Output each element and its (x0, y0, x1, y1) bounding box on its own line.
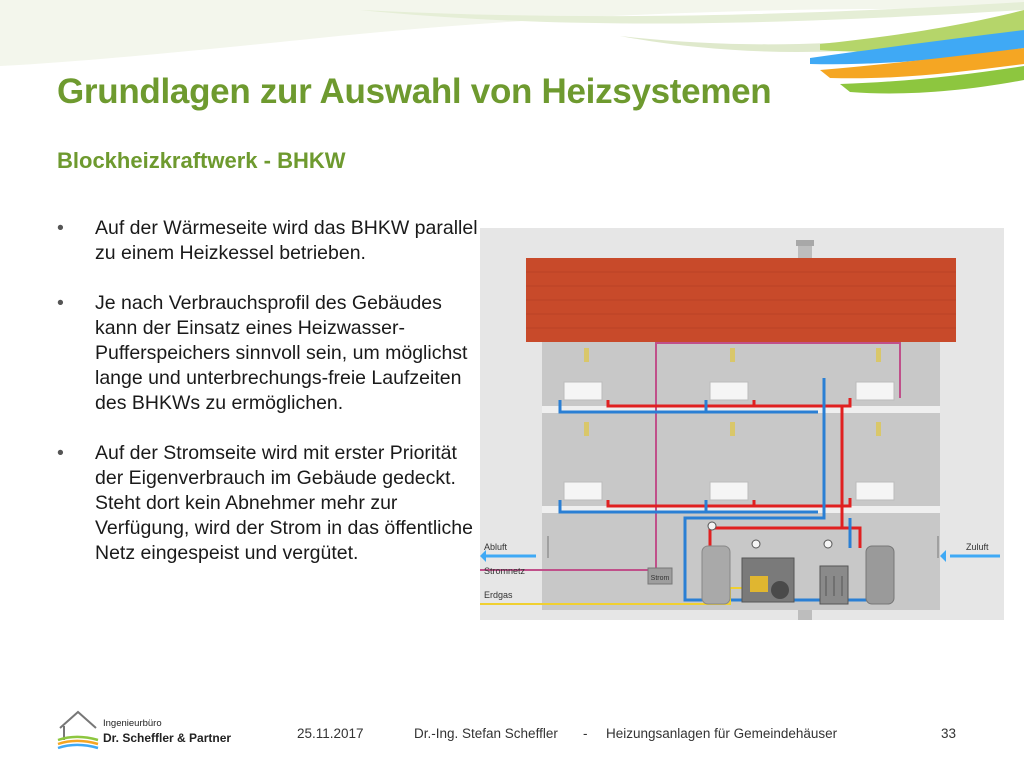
bullet-item (57, 291, 487, 416)
buffer-tank (702, 546, 730, 604)
house-logo-icon (56, 706, 100, 752)
company-line2: Dr. Scheffler & Partner (103, 731, 232, 745)
radiator (856, 382, 894, 400)
radiator (564, 382, 602, 400)
radiator (856, 482, 894, 500)
bullet-text: Auf der Wärmeseite wird das BHKW parallel zu einem Heizkessel betrieben. (95, 217, 478, 264)
bullet-item (57, 441, 487, 566)
bullet-marker: • (57, 292, 64, 314)
bullet-marker: • (57, 217, 64, 239)
zuluft-label: Zuluft (966, 542, 989, 552)
abluft-label: Abluft (484, 542, 508, 552)
footer-separator: - (583, 726, 588, 741)
company-name (103, 718, 231, 746)
radiator (564, 482, 602, 500)
bullet-item (57, 216, 487, 266)
stromnetz-label: Stromnetz (484, 566, 526, 576)
bhkw-diagram (480, 228, 1004, 620)
page-number: 33 (941, 726, 957, 741)
radiator (710, 382, 748, 400)
strom-label: Strom (650, 575, 670, 582)
erdgas-label: Erdgas (484, 590, 513, 600)
footer-topic: Heizungsanlagen für Gemeindehäuser (606, 726, 838, 741)
bullet-text: Auf der Stromseite wird mit erster Priorität der Eigenverbrauch im Gebäude gedeckt. Steht dort kein Abnehmer mehr zur Verfügung, wird der Strom in das öffentliche Netz eingespeist und vergütet. (95, 442, 473, 564)
footer-date: 25.11.2017 (297, 726, 364, 741)
radiator (710, 482, 748, 500)
bullet-marker: • (57, 442, 64, 464)
footer-author: Dr.-Ing. Stefan Scheffler (414, 726, 558, 741)
company-line1: Ingenieurbüro (103, 718, 162, 729)
slide-title: Grundlagen zur Auswahl von Heizsystemen (57, 72, 772, 111)
slide-subtitle: Blockheizkraftwerk - BHKW (57, 148, 346, 173)
bullet-list (57, 216, 487, 591)
bullet-text: Je nach Verbrauchsprofil des Gebäudes kann der Einsatz eines Heizwasser-Pufferspeichers sinnvoll sein, um möglichst lange und unterbrechungs-freie Laufzeiten des BHKWs zu ermöglichen. (95, 292, 468, 414)
hot-water-storage (866, 546, 894, 604)
